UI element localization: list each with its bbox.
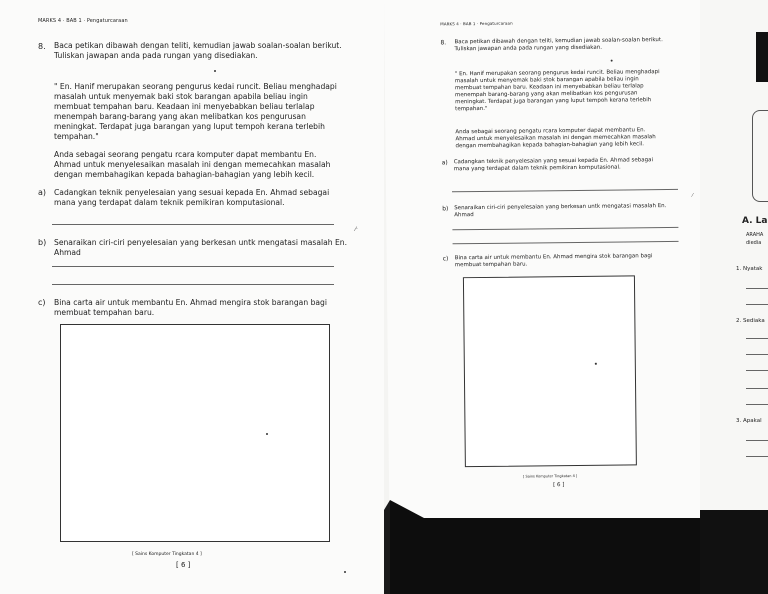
answer-line[interactable]	[453, 241, 679, 244]
pen-mark: ⁄·	[355, 226, 358, 233]
answer-line[interactable]	[52, 266, 334, 267]
paragraph-line: Ahmad untuk menyelesaikan masalah ini dengan memecahkan masalah	[455, 134, 656, 143]
question-a-line: mana yang terdapat dalam teknik pemikiran komputasional.	[453, 164, 621, 173]
answer-line[interactable]	[746, 304, 768, 305]
section-heading: A. La	[742, 216, 768, 226]
passage-line: membuat tempahan baru. Keadaan ini menyebabkan beliau terlalap	[54, 102, 315, 111]
passage-line: meningkat. Terdapat juga barangan yang luput tempoh kerana terlebih	[54, 122, 325, 131]
question-a-line: Cadangkan teknik penyelesaian yang sesuai kepada En. Ahmad sebagai	[453, 157, 654, 166]
page-header: MARKS 4 · BAB 1 · Pengaturcaraan	[440, 20, 513, 27]
question-b-label: b)	[38, 238, 47, 247]
speck	[595, 363, 597, 365]
question-a-label: a)	[38, 188, 47, 197]
instruction-fragment: ARAHA	[746, 232, 764, 238]
question-a-line: Cadangkan teknik penyelesaian yang sesuai kepada En. Ahmad sebagai	[54, 188, 330, 197]
instruction-line-2: Tuliskan jawapan anda pada rungan yang disediakan.	[454, 44, 603, 53]
answer-line[interactable]	[746, 440, 768, 441]
passage-line: tempahan."	[455, 105, 488, 113]
instruction-line-1: Baca petikan dibawah dengan teliti, kemudian jawab soalan-soalan berikut.	[54, 41, 342, 50]
question-c-label: c)	[442, 255, 449, 263]
answer-line[interactable]	[746, 456, 768, 457]
footer: [ Sains Komputer Tingkatan 4 ]	[522, 474, 578, 479]
next-page-edge	[700, 0, 768, 594]
speck	[344, 571, 346, 573]
passage-line: menempah barang-barang yang akan melibatkan kos pengurusan	[454, 90, 638, 99]
question-b-line: Senaraikan ciri-ciri penyelesaian yang berkesan untk mengatasi masalah En.	[54, 238, 348, 247]
answer-line[interactable]	[746, 354, 768, 355]
scan-shadow-edge	[700, 510, 768, 594]
speck	[214, 70, 216, 72]
passage-line: masalah untuk menyemak baki stok barangan apabila beliau ingin	[454, 76, 639, 85]
page-header: MARKS 4 · BAB 1 · Pengaturcaraan	[38, 18, 128, 24]
passage-line: masalah untuk menyemak baki stok barangan apabila beliau ingin	[54, 92, 308, 101]
question-b-line: Ahmad	[54, 248, 81, 257]
passage-line: " En. Hanif merupakan seorang pengurus kedai runcit. Beliau menghadapi	[54, 82, 337, 91]
question-c-line: Bina carta air untuk membantu En. Ahmad mengira stok barangan bagi	[54, 298, 327, 307]
answer-line[interactable]	[746, 388, 768, 389]
flowchart-answer-box[interactable]	[60, 324, 330, 542]
pen-mark: ⁄	[692, 192, 693, 199]
question-b-line: Senaraikan ciri-ciri penyelesaian yang berkesan untk mengatasi masalah En.	[454, 203, 667, 212]
paragraph-line: dengan membahagikan kepada bahagian-bahagian yang lebih kecil.	[54, 170, 315, 179]
page-number: [ 6 ]	[176, 561, 191, 569]
speck	[266, 433, 268, 435]
answer-line[interactable]	[452, 189, 678, 192]
question-a-line: mana yang terdapat dalam teknik pemikiran komputasional.	[54, 198, 285, 207]
speck	[611, 60, 613, 62]
question-number: 8.	[38, 42, 46, 51]
passage-line: meningkat. Terdapat juga barangan yang luput tempoh kerana terlebih	[455, 97, 652, 106]
question-c-label: c)	[38, 298, 46, 307]
answer-line[interactable]	[52, 284, 334, 285]
instruction-line-2: Tuliskan jawapan anda pada rungan yang disediakan.	[54, 51, 258, 60]
paragraph-line: dengan membahagikan kepada bahagian-bahagian yang lebih kecil.	[455, 141, 645, 150]
paragraph-line: Anda sebagai seorang pengatu rcara komputer dapat membantu En.	[455, 127, 646, 136]
paragraph-line: Ahmad untuk menyelesaikan masalah ini dengan memecahkan masalah	[54, 160, 331, 169]
paragraph-line: Anda sebagai seorang pengatu rcara komputer dapat membantu En.	[54, 150, 317, 159]
passage-line: tempahan."	[54, 132, 99, 141]
flowchart-answer-box[interactable]	[463, 275, 637, 467]
answer-line[interactable]	[746, 370, 768, 371]
question-number: 8.	[440, 39, 447, 47]
page-number: [ 6 ]	[553, 482, 565, 489]
frame-outline	[752, 110, 768, 202]
item-fragment: 1. Nyatak	[736, 266, 763, 272]
question-b-line: Ahmad	[454, 212, 474, 219]
answer-line[interactable]	[746, 338, 768, 339]
page-tab	[756, 32, 768, 82]
question-c-line: membuat tempahan baru.	[454, 261, 528, 269]
item-fragment: 3. Apakal	[736, 418, 762, 424]
instruction-line-1: Baca petikan dibawah dengan teliti, kemudian jawab soalan-soalan berikut.	[454, 37, 663, 46]
footer: [ Sains Komputer Tingkatan 4 ]	[132, 552, 202, 557]
passage-line: menempah barang-barang yang akan melibatkan kos pengurusan	[54, 112, 306, 121]
answer-line[interactable]	[52, 224, 334, 225]
answer-line[interactable]	[452, 227, 678, 230]
answer-line[interactable]	[746, 404, 768, 405]
question-c-line: membuat tempahan baru.	[54, 308, 155, 317]
passage-line: membuat tempahan baru. Keadaan ini menyebabkan beliau terlalap	[454, 83, 644, 92]
question-c-line: Bina carta air untuk membantu En. Ahmad mengira stok barangan bagi	[454, 253, 653, 262]
answer-line[interactable]	[746, 288, 768, 289]
passage-line: " En. Hanif merupakan seorang pengurus kedai runcit. Beliau menghadapi	[454, 69, 660, 78]
instruction-fragment: diedia	[746, 240, 762, 246]
question-b-label: b)	[442, 205, 449, 213]
question-a-label: a)	[441, 159, 448, 167]
item-fragment: 2. Sediaka	[736, 318, 765, 324]
